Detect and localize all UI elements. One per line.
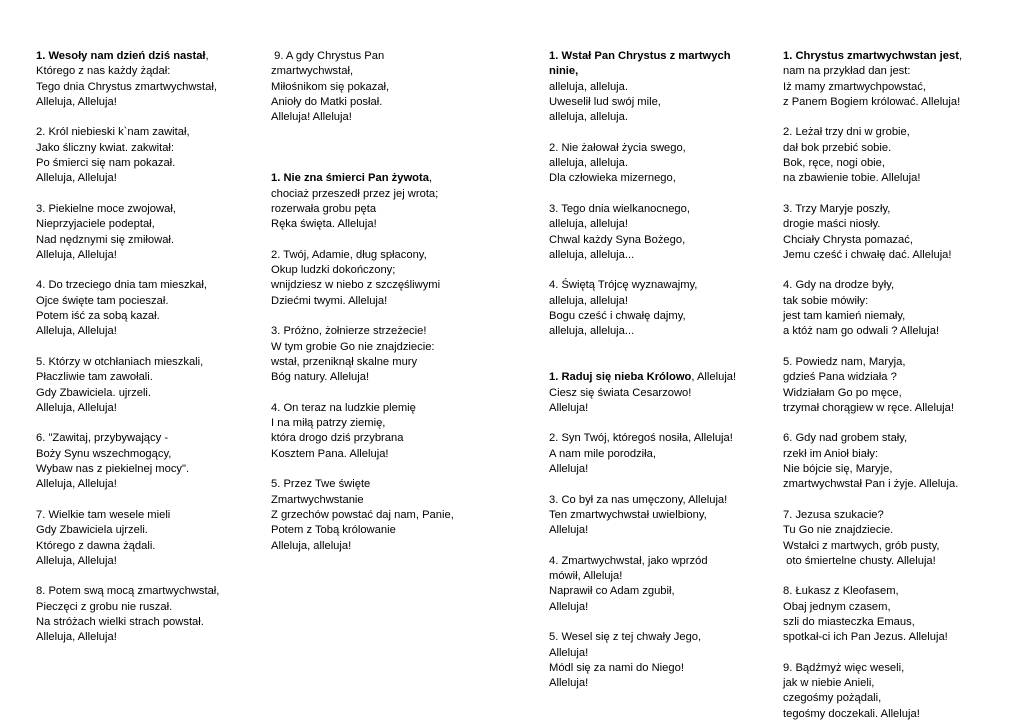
song-text: A nam mile porodziła, bbox=[549, 447, 656, 460]
song-text: alleluja, alleluja. bbox=[549, 157, 628, 170]
song-text: Alleluja! bbox=[549, 677, 589, 690]
song-line bbox=[271, 340, 454, 355]
stanza-gap bbox=[783, 416, 962, 431]
song-line bbox=[36, 615, 219, 630]
stanza-gap bbox=[271, 462, 454, 477]
stanza-gap bbox=[549, 340, 736, 355]
song-line bbox=[783, 217, 962, 232]
stanza-gap bbox=[549, 355, 736, 370]
song-text: Miłośnikom się pokazał, bbox=[271, 80, 390, 93]
song-title: 1. Wesoły nam dzień dziś nastał bbox=[36, 50, 206, 62]
song-text: wnijdziesz w niebo z szczęśliwymi bbox=[271, 279, 441, 292]
song-text: , bbox=[428, 172, 433, 185]
song-line bbox=[36, 156, 219, 171]
song-text: 2. Leżał trzy dni w grobie, bbox=[783, 126, 910, 139]
song-line bbox=[36, 477, 219, 492]
song-text: 4. Świętą Trójcę wyznawajmy, bbox=[549, 279, 698, 292]
song-text: , Alleluja! bbox=[691, 371, 737, 384]
song-text: Wybaw nas z piekielnej mocy". bbox=[36, 463, 190, 476]
song-line bbox=[549, 278, 736, 293]
song-line bbox=[783, 630, 962, 645]
song-text: Pieczęci z grobu nie ruszał. bbox=[36, 600, 173, 613]
song-text: z Panem Bogiem królować. Alleluja! bbox=[783, 95, 961, 108]
song-line bbox=[549, 508, 736, 523]
song-line bbox=[36, 49, 219, 64]
song-text: Alleluja! Alleluja! bbox=[271, 111, 352, 124]
song-line bbox=[783, 125, 962, 140]
song-line bbox=[36, 141, 219, 156]
song-text: Alleluja, Alleluja! bbox=[36, 631, 117, 644]
stanza-gap bbox=[549, 125, 736, 140]
song-line bbox=[783, 233, 962, 248]
song-line bbox=[36, 202, 219, 217]
song-line bbox=[36, 278, 219, 293]
song-text: Potem iść za sobą kazał. bbox=[36, 310, 160, 323]
stanza-gap bbox=[549, 263, 736, 278]
song-text: 7. Jezusa szukacie? bbox=[783, 508, 884, 521]
song-line bbox=[271, 95, 454, 110]
stanza-gap bbox=[783, 340, 962, 355]
song-text: Alleluja, alleluja! bbox=[271, 539, 352, 552]
song-line bbox=[271, 110, 454, 125]
song-line bbox=[549, 661, 736, 676]
song-text: Uweselił lud swój mile, bbox=[549, 95, 661, 108]
song-text: Bogu cześć i chwałę dajmy, bbox=[549, 310, 686, 323]
stanza-gap bbox=[36, 187, 219, 202]
song-line bbox=[36, 294, 219, 309]
song-text: Tego dnia Chrystus zmartwychwstał, bbox=[36, 80, 217, 93]
song-text: zmartwychwstał, bbox=[271, 65, 354, 78]
song-line bbox=[783, 691, 962, 706]
stanza-gap bbox=[271, 386, 454, 401]
stanza-gap bbox=[549, 615, 736, 630]
song-line bbox=[36, 600, 219, 615]
song-text: Alleluja, Alleluja! bbox=[36, 325, 117, 338]
song-text: Ojce święte tam pocieszał. bbox=[36, 294, 169, 307]
song-text: Nad nędznymi się zmiłował. bbox=[36, 233, 175, 246]
song-line bbox=[549, 554, 736, 569]
song-text: Potem z Tobą królowanie bbox=[271, 524, 396, 537]
stanza-gap bbox=[783, 493, 962, 508]
song-text: 9. Bądźmyż więc weseli, bbox=[783, 661, 905, 674]
song-text: drogie maści niosły. bbox=[783, 218, 881, 231]
song-title: 1. Chrystus zmartwychwstan jest bbox=[783, 50, 959, 62]
song-text: Alleluja! bbox=[549, 524, 589, 537]
song-line bbox=[36, 64, 219, 79]
song-text: szli do miasteczka Emaus, bbox=[783, 615, 915, 628]
song-line bbox=[271, 49, 454, 64]
song-text: Ten zmartwychwstał uwielbiony, bbox=[549, 508, 707, 521]
song-line bbox=[36, 508, 219, 523]
song-text: 3. Próżno, żołnierze strzeżecie! bbox=[271, 325, 427, 338]
song-text: gdzieś Pana widziała ? bbox=[783, 371, 897, 384]
song-line bbox=[271, 401, 454, 416]
song-text: Alleluja, Alleluja! bbox=[36, 172, 117, 185]
song-line bbox=[783, 278, 962, 293]
song-text: 6. "Zawitaj, przybywający - bbox=[36, 432, 169, 445]
song-line bbox=[36, 462, 219, 477]
song-text: rzekł im Anioł biały: bbox=[783, 447, 879, 460]
song-line bbox=[549, 233, 736, 248]
song-text: 3. Tego dnia wielkanocnego, bbox=[549, 202, 690, 215]
song-line bbox=[271, 370, 454, 385]
stanza-gap bbox=[36, 416, 219, 431]
song-line bbox=[783, 386, 962, 401]
song-column-1 bbox=[36, 49, 219, 646]
stanza-gap bbox=[783, 646, 962, 661]
song-text: Którego z dawna żądali. bbox=[36, 539, 156, 552]
song-line bbox=[549, 370, 736, 385]
song-line bbox=[783, 615, 962, 630]
song-text: 3. Piekielne moce zwojował, bbox=[36, 202, 176, 215]
song-text: nam na przykład dan jest: bbox=[783, 65, 911, 78]
song-line bbox=[549, 630, 736, 645]
song-line bbox=[783, 600, 962, 615]
song-text: Boży Synu wszechmogący, bbox=[36, 447, 172, 460]
song-text: Módl się za nami do Niego! bbox=[549, 661, 684, 674]
song-text: alleluja, alleluja... bbox=[549, 248, 635, 261]
song-text: Alleluja! bbox=[549, 600, 589, 613]
song-text: Alleluja! bbox=[549, 463, 589, 476]
song-line bbox=[783, 584, 962, 599]
song-text: Gdy Zbawiciela. ujrzeli. bbox=[36, 386, 152, 399]
song-line bbox=[271, 294, 454, 309]
song-text: rozerwała grobu pęta bbox=[271, 202, 377, 215]
song-line bbox=[36, 95, 219, 110]
song-text: Alleluja, Alleluja! bbox=[36, 95, 117, 108]
song-text: Alleluja, Alleluja! bbox=[36, 478, 117, 491]
song-line bbox=[36, 370, 219, 385]
song-text: , bbox=[958, 50, 963, 62]
song-text: Alleluja! bbox=[549, 401, 589, 414]
stanza-gap bbox=[36, 110, 219, 125]
song-line bbox=[783, 95, 962, 110]
song-line bbox=[549, 171, 736, 186]
song-line bbox=[549, 95, 736, 110]
song-column-2 bbox=[271, 49, 454, 554]
song-line bbox=[549, 294, 736, 309]
song-text: 4. Zmartwychwstał, jako wprzód bbox=[549, 554, 708, 567]
song-text: 2. Król niebieski k`nam zawitał, bbox=[36, 126, 190, 139]
song-text: Tu Go nie znajdziecie. bbox=[783, 524, 894, 537]
song-line bbox=[36, 217, 219, 232]
song-line bbox=[271, 431, 454, 446]
song-text: mówił, Alleluja! bbox=[549, 570, 623, 583]
song-line bbox=[549, 447, 736, 462]
song-text: chociaż przeszedł przez jej wrota; bbox=[271, 187, 439, 200]
song-line bbox=[783, 171, 962, 186]
stanza-gap bbox=[549, 477, 736, 492]
stanza-gap bbox=[549, 187, 736, 202]
song-text: 6. Gdy nad grobem stały, bbox=[783, 432, 908, 445]
song-line bbox=[36, 386, 219, 401]
song-column-3 bbox=[549, 49, 736, 691]
song-line bbox=[549, 600, 736, 615]
stanza-gap bbox=[36, 340, 219, 355]
song-line bbox=[271, 64, 454, 79]
song-line bbox=[271, 187, 454, 202]
song-line bbox=[36, 401, 219, 416]
song-text: 3. Co był za nas umęczony, Alleluja! bbox=[549, 493, 728, 506]
song-text: na zbawienie tobie. Alleluja! bbox=[783, 172, 921, 185]
stanza-gap bbox=[783, 110, 962, 125]
song-line bbox=[549, 64, 736, 79]
song-text: 7. Wielkie tam wesele mieli bbox=[36, 508, 171, 521]
song-line bbox=[271, 447, 454, 462]
song-line bbox=[549, 110, 736, 125]
song-line bbox=[36, 431, 219, 446]
song-text: a któż nam go odwali ? Alleluja! bbox=[783, 325, 940, 338]
song-line bbox=[271, 171, 454, 186]
song-text: Nie bójcie się, Maryje, bbox=[783, 463, 893, 476]
song-text: 2. Nie żałował życia swego, bbox=[549, 141, 686, 154]
song-text: Bok, ręce, nogi obie, bbox=[783, 157, 885, 170]
song-line bbox=[271, 477, 454, 492]
song-line bbox=[271, 248, 454, 263]
song-text: 8. Potem swą mocą zmartwychwstał, bbox=[36, 585, 220, 598]
song-line bbox=[783, 248, 962, 263]
song-line bbox=[783, 447, 962, 462]
song-text: Ręka święta. Alleluja! bbox=[271, 218, 377, 231]
song-text: 5. Przez Twe święte bbox=[271, 478, 371, 491]
song-text: oto śmiertelne chusty. Alleluja! bbox=[783, 554, 936, 567]
song-line bbox=[783, 707, 962, 722]
song-line bbox=[36, 171, 219, 186]
song-text: Bóg natury. Alleluja! bbox=[271, 371, 370, 384]
song-text: Dziećmi twymi. Alleluja! bbox=[271, 294, 388, 307]
song-text: 2. Syn Twój, któregoś nosiła, Alleluja! bbox=[549, 432, 733, 445]
song-text: Chciały Chrysta pomazać, bbox=[783, 233, 913, 246]
song-text: Dla człowieka mizernego, bbox=[549, 172, 676, 185]
song-line bbox=[783, 355, 962, 370]
song-text: jak w niebie Anieli, bbox=[783, 677, 875, 690]
song-line bbox=[783, 49, 962, 64]
song-line bbox=[36, 125, 219, 140]
song-text: Nieprzyjaciele podeptał, bbox=[36, 218, 155, 231]
song-text: Na stróżach wielki strach powstał. bbox=[36, 615, 204, 628]
song-line bbox=[783, 523, 962, 538]
song-line bbox=[783, 508, 962, 523]
song-line bbox=[783, 202, 962, 217]
song-text: Kosztem Pana. Alleluja! bbox=[271, 447, 389, 460]
song-line bbox=[271, 263, 454, 278]
song-text: Alleluja, Alleluja! bbox=[36, 401, 117, 414]
song-text: Naprawił co Adam zgubił, bbox=[549, 585, 675, 598]
song-text: 5. Powiedz nam, Maryja, bbox=[783, 355, 906, 368]
song-text: Z grzechów powstać daj nam, Panie, bbox=[271, 508, 454, 521]
song-text: Alleluja! bbox=[549, 646, 589, 659]
song-text: tegośmy doczekali. Alleluja! bbox=[783, 707, 920, 720]
song-line bbox=[783, 370, 962, 385]
song-line bbox=[271, 539, 454, 554]
song-line bbox=[36, 447, 219, 462]
song-line bbox=[549, 156, 736, 171]
song-text: 5. Wesel się z tej chwały Jego, bbox=[549, 631, 702, 644]
song-line bbox=[783, 539, 962, 554]
song-text: Jako śliczny kwiat. zakwitał: bbox=[36, 141, 175, 154]
song-text: Alleluja, Alleluja! bbox=[36, 554, 117, 567]
song-line bbox=[271, 324, 454, 339]
song-text: Którego z nas każdy żądał: bbox=[36, 65, 171, 78]
song-line bbox=[783, 309, 962, 324]
song-text: zmartwychwstał Pan i żyje. Alleluja. bbox=[783, 478, 959, 491]
stanza-gap bbox=[271, 141, 454, 156]
song-line bbox=[783, 401, 962, 416]
song-line bbox=[783, 141, 962, 156]
song-line bbox=[36, 309, 219, 324]
song-line bbox=[36, 233, 219, 248]
song-line bbox=[549, 569, 736, 584]
song-line bbox=[549, 462, 736, 477]
song-text: 4. Gdy na drodze były, bbox=[783, 279, 895, 292]
song-text: I na miłą patrzy ziemię, bbox=[271, 417, 386, 430]
song-text: jest tam kamień niemały, bbox=[783, 310, 906, 323]
song-text: Anioły do Matki posłał. bbox=[271, 95, 383, 108]
song-line bbox=[271, 217, 454, 232]
song-line bbox=[783, 324, 962, 339]
song-text: Widziałam Go po męce, bbox=[783, 386, 902, 399]
song-line bbox=[36, 80, 219, 95]
song-text: alleluja, alleluja... bbox=[549, 325, 635, 338]
song-line bbox=[36, 355, 219, 370]
song-line bbox=[549, 248, 736, 263]
song-text: dał bok przebić sobie. bbox=[783, 141, 892, 154]
stanza-gap bbox=[271, 156, 454, 171]
song-text: 9. A gdy Chrystus Pan bbox=[271, 50, 385, 62]
song-text: spotkał-ci ich Pan Jezus. Alleluja! bbox=[783, 631, 948, 644]
song-line bbox=[271, 278, 454, 293]
song-line bbox=[783, 462, 962, 477]
song-line bbox=[36, 539, 219, 554]
song-line bbox=[549, 217, 736, 232]
song-line bbox=[549, 646, 736, 661]
song-line bbox=[783, 431, 962, 446]
song-line bbox=[271, 508, 454, 523]
stanza-gap bbox=[271, 309, 454, 324]
song-line bbox=[271, 523, 454, 538]
stanza-gap bbox=[36, 569, 219, 584]
song-line bbox=[783, 294, 962, 309]
song-text: alleluja, alleluja! bbox=[549, 218, 628, 231]
song-title: 1. Nie zna śmierci Pan żywota bbox=[271, 172, 429, 185]
song-text: 4. On teraz na ludzkie plemię bbox=[271, 401, 416, 414]
song-text: Obaj jednym czasem, bbox=[783, 600, 891, 613]
song-line bbox=[549, 401, 736, 416]
song-line bbox=[783, 676, 962, 691]
song-title: 1. Wstał Pan Chrystus z martwych bbox=[549, 50, 731, 62]
song-text: Wstałci z martwych, grób pusty, bbox=[783, 539, 940, 552]
song-text: Ciesz się świata Cesarzowo! bbox=[549, 386, 692, 399]
song-text: Jemu cześć i chwałę dać. Alleluja! bbox=[783, 248, 952, 261]
song-text: wstał, przeniknął skalne mury bbox=[271, 355, 418, 368]
song-text: 2. Twój, Adamie, dług spłacony, bbox=[271, 248, 427, 261]
song-text: 4. Do trzeciego dnia tam mieszkał, bbox=[36, 279, 207, 292]
song-line bbox=[783, 661, 962, 676]
song-line bbox=[36, 630, 219, 645]
song-line bbox=[549, 80, 736, 95]
song-line bbox=[783, 156, 962, 171]
song-line bbox=[549, 141, 736, 156]
song-line bbox=[36, 248, 219, 263]
song-text: Iż mamy zmartwychpowstać, bbox=[783, 80, 926, 93]
song-line bbox=[549, 676, 736, 691]
song-text: 8. Łukasz z Kleofasem, bbox=[783, 585, 899, 598]
song-title: ninie, bbox=[549, 65, 579, 78]
song-text: trzymał chorągiew w ręce. Alleluja! bbox=[783, 401, 954, 414]
stanza-gap bbox=[783, 187, 962, 202]
song-line bbox=[783, 64, 962, 79]
song-text: 5. Którzy w otchłaniach mieszkali, bbox=[36, 355, 204, 368]
song-title: 1. Raduj się nieba Królowo bbox=[549, 371, 692, 384]
song-line bbox=[549, 431, 736, 446]
song-line bbox=[271, 493, 454, 508]
song-line bbox=[549, 202, 736, 217]
song-text: , bbox=[205, 50, 209, 62]
song-line bbox=[783, 80, 962, 95]
song-line bbox=[549, 309, 736, 324]
song-line bbox=[549, 523, 736, 538]
song-text: alleluja, alleluja! bbox=[549, 294, 628, 307]
song-line bbox=[36, 523, 219, 538]
song-line bbox=[271, 80, 454, 95]
song-line bbox=[36, 324, 219, 339]
stanza-gap bbox=[271, 125, 454, 140]
song-line bbox=[549, 49, 736, 64]
stanza-gap bbox=[549, 539, 736, 554]
song-line bbox=[36, 554, 219, 569]
song-line bbox=[549, 493, 736, 508]
stanza-gap bbox=[783, 569, 962, 584]
song-text: alleluja, alleluja. bbox=[549, 111, 628, 124]
song-text: Płaczliwie tam zawołali. bbox=[36, 371, 153, 384]
song-line bbox=[271, 416, 454, 431]
song-line bbox=[783, 554, 962, 569]
song-line bbox=[271, 355, 454, 370]
song-text: Zmartwychwstanie bbox=[271, 493, 364, 506]
song-column-4 bbox=[783, 49, 962, 722]
song-text: Chwal każdy Syna Bożego, bbox=[549, 233, 686, 246]
song-text: Po śmierci się nam pokazał. bbox=[36, 157, 176, 170]
song-text: Okup ludzki dokończony; bbox=[271, 264, 396, 277]
song-line bbox=[271, 202, 454, 217]
song-line bbox=[549, 324, 736, 339]
song-text: Alleluja, Alleluja! bbox=[36, 248, 117, 261]
stanza-gap bbox=[36, 263, 219, 278]
song-text: 3. Trzy Maryje poszły, bbox=[783, 202, 891, 215]
song-line bbox=[783, 477, 962, 492]
stanza-gap bbox=[271, 233, 454, 248]
song-text: która drogo dziś przybrana bbox=[271, 432, 404, 445]
song-text: W tym grobie Go nie znajdziecie: bbox=[271, 340, 435, 353]
song-text: tak sobie mówiły: bbox=[783, 294, 869, 307]
song-text: alleluja, alleluja. bbox=[549, 80, 628, 93]
song-text: Gdy Zbawiciela ujrzeli. bbox=[36, 524, 148, 537]
song-line bbox=[36, 584, 219, 599]
stanza-gap bbox=[549, 416, 736, 431]
stanza-gap bbox=[36, 493, 219, 508]
stanza-gap bbox=[783, 263, 962, 278]
song-line bbox=[549, 584, 736, 599]
song-text: czegośmy pożądali, bbox=[783, 692, 882, 705]
song-line bbox=[549, 386, 736, 401]
